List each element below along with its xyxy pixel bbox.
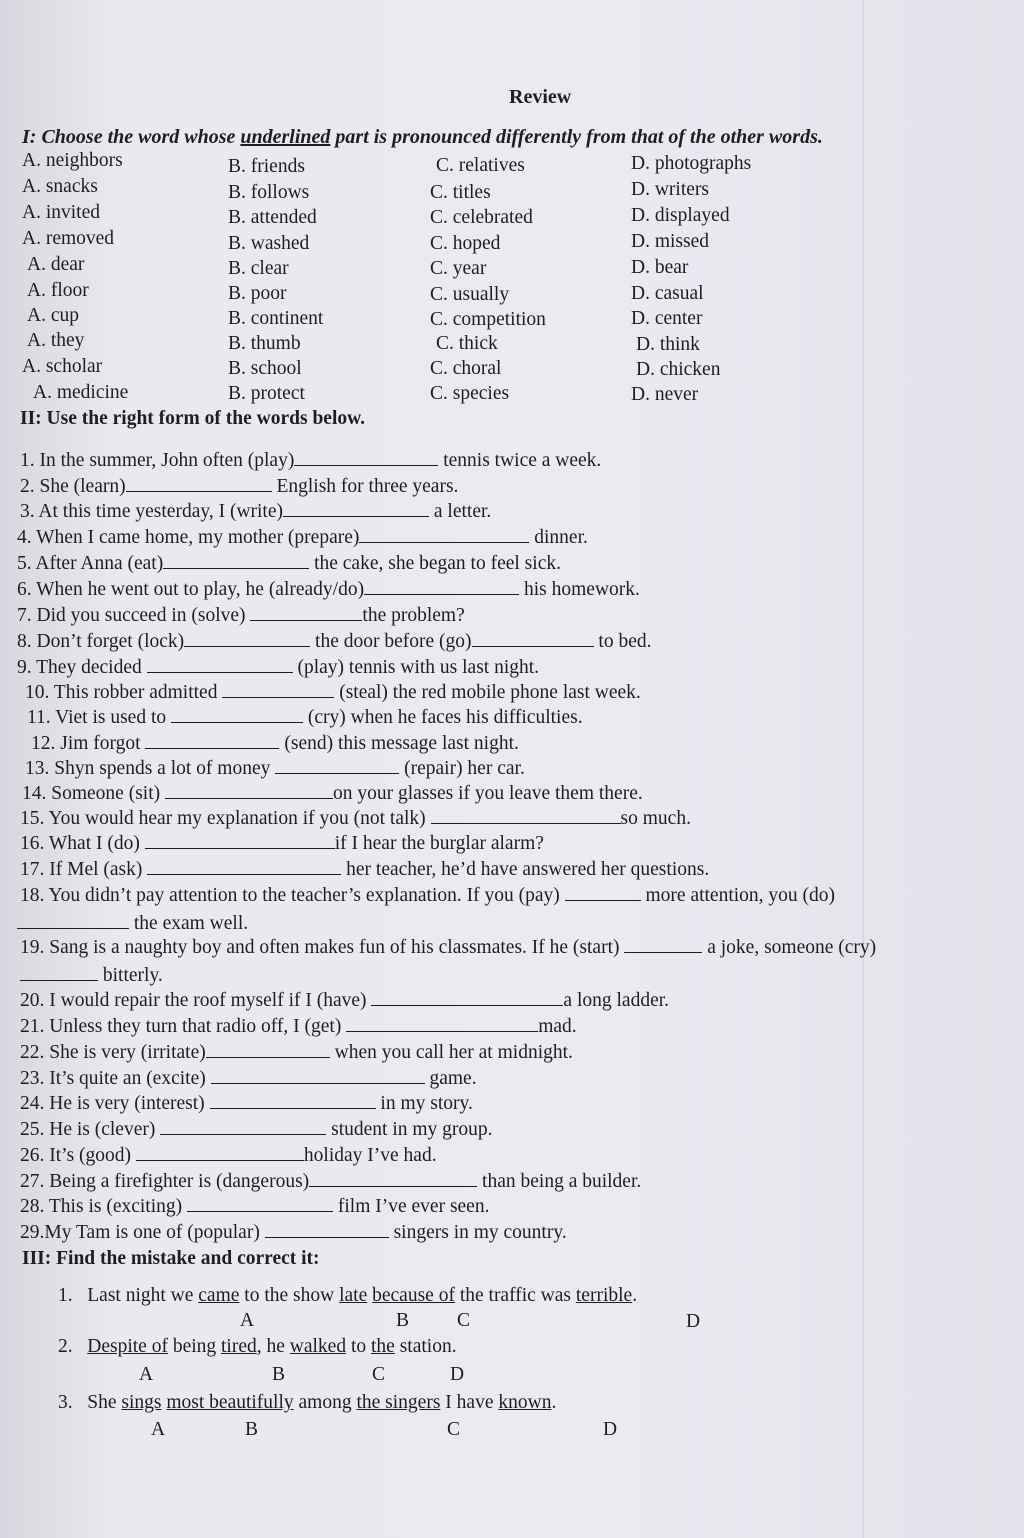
- row8-a: A. they: [27, 330, 85, 351]
- question-25: 25. He is (clever) student in my group.: [20, 1119, 493, 1140]
- answer-blank[interactable]: [359, 527, 529, 543]
- answer-blank[interactable]: [275, 758, 399, 774]
- row9-a: A. scholar: [22, 356, 103, 377]
- answer-blank[interactable]: [136, 1145, 304, 1161]
- row1-c: C. relatives: [436, 155, 525, 176]
- row8-c: C. thick: [436, 333, 498, 354]
- row10-c: C. species: [430, 383, 510, 404]
- mistake-sentence-3: 3. She sings most beautifully among the singers I have known.: [58, 1392, 557, 1413]
- answer-blank[interactable]: [431, 808, 621, 824]
- question-14: 14. Someone (sit) on your glasses if you leave them there.: [22, 783, 643, 804]
- row2-d: D. writers: [631, 179, 709, 200]
- answer-blank[interactable]: [210, 1093, 376, 1109]
- row9-d: D. chicken: [636, 359, 721, 380]
- answer-blank[interactable]: [346, 1016, 538, 1032]
- s3-letter-c: C: [447, 1419, 461, 1440]
- section-1-heading-underlined: underlined: [240, 126, 331, 148]
- answer-blank[interactable]: [250, 605, 362, 621]
- section-1-heading-suffix: part is pronounced differently from that of the other words.: [330, 126, 823, 148]
- row5-d: D. bear: [631, 257, 689, 278]
- row8-b: B. thumb: [228, 333, 301, 354]
- row8-d: D. think: [636, 334, 700, 355]
- row3-d: D. displayed: [631, 205, 730, 226]
- answer-blank[interactable]: [171, 707, 303, 723]
- row3-c: C. celebrated: [430, 207, 533, 228]
- section-1-heading-prefix: I: Choose the word whose: [22, 126, 241, 148]
- question-9: 9. They decided (play) tennis with us last night.: [17, 657, 540, 678]
- row5-a: A. dear: [27, 254, 85, 275]
- row3-b: B. attended: [228, 207, 317, 228]
- section-1-heading: [22, 126, 823, 149]
- question-26: 26. It’s (good) holiday I’ve had.: [20, 1145, 437, 1166]
- question-20: 20. I would repair the roof myself if I (have) a long ladder.: [20, 990, 670, 1011]
- row4-a: A. removed: [22, 228, 115, 249]
- s1-letter-d: D: [686, 1311, 701, 1332]
- question-22: 22. She is very (irritate) when you call her at midnight.: [20, 1042, 573, 1063]
- answer-blank[interactable]: [206, 1042, 330, 1058]
- row6-d: D. casual: [631, 283, 704, 304]
- question-19: 19. Sang is a naughty boy and often makes fun of his classmates. If he (start) a joke, someone (cry): [20, 937, 877, 958]
- answer-blank[interactable]: [147, 859, 341, 875]
- question-3: 3. At this time yesterday, I (write) a letter.: [20, 501, 492, 522]
- question-15: 15. You would hear my explanation if you (not talk) so much.: [20, 808, 691, 829]
- answer-blank[interactable]: [17, 913, 129, 929]
- question-23: 23. It’s quite an (excite) game.: [20, 1068, 477, 1089]
- row1-a: A. neighbors: [22, 150, 123, 171]
- answer-blank[interactable]: [565, 885, 641, 901]
- row10-a: A. medicine: [33, 382, 129, 403]
- question-10: 10. This robber admitted (steal) the red mobile phone last week.: [25, 682, 641, 703]
- s2-letter-a: A: [139, 1364, 154, 1385]
- row3-a: A. invited: [22, 202, 100, 223]
- answer-blank[interactable]: [472, 631, 594, 647]
- question-5: 5. After Anna (eat) the cake, she began to feel sick.: [17, 553, 561, 574]
- question-16: 16. What I (do) if I hear the burglar alarm?: [20, 833, 544, 854]
- row5-b: B. clear: [228, 258, 289, 279]
- answer-blank[interactable]: [147, 657, 293, 673]
- answer-blank[interactable]: [145, 833, 335, 849]
- answer-blank[interactable]: [165, 783, 333, 799]
- row1-d: D. photographs: [631, 153, 752, 174]
- row1-b: B. friends: [228, 156, 305, 177]
- answer-blank[interactable]: [294, 450, 438, 466]
- s2-letter-b: B: [272, 1364, 286, 1385]
- row2-b: B. follows: [228, 182, 310, 203]
- answer-blank[interactable]: [211, 1068, 425, 1084]
- question-29: 29.My Tam is one of (popular) singers in my country.: [20, 1222, 567, 1243]
- s3-letter-d: D: [603, 1419, 618, 1440]
- row10-d: D. never: [631, 384, 699, 405]
- row7-c: C. competition: [430, 309, 546, 330]
- row6-c: C. usually: [430, 284, 510, 305]
- question-18-cont: the exam well.: [17, 913, 248, 935]
- row6-a: A. floor: [27, 280, 89, 301]
- mistake-sentence-1: 1. Last night we came to the show late because of the traffic was terrible.: [58, 1285, 638, 1306]
- question-21: 21. Unless they turn that radio off, I (get) mad.: [20, 1016, 577, 1037]
- s1-letter-b: B: [396, 1310, 410, 1331]
- question-13: 13. Shyn spends a lot of money (repair) her car.: [25, 758, 525, 779]
- question-19-cont: bitterly.: [20, 965, 163, 987]
- row5-c: C. year: [430, 258, 487, 279]
- question-27: 27. Being a firefighter is (dangerous) than being a builder.: [20, 1171, 642, 1192]
- question-17: 17. If Mel (ask) her teacher, he’d have answered her questions.: [20, 859, 710, 880]
- answer-blank[interactable]: [265, 1222, 389, 1238]
- question-1: 1. In the summer, John often (play) tennis twice a week.: [20, 450, 602, 471]
- answer-blank[interactable]: [187, 1196, 333, 1212]
- row6-b: B. poor: [228, 283, 287, 304]
- s2-letter-d: D: [450, 1364, 465, 1385]
- page-title: Review: [509, 86, 572, 108]
- s2-letter-c: C: [372, 1364, 386, 1385]
- question-6: 6. When he went out to play, he (already/do) his homework.: [17, 579, 640, 600]
- answer-blank[interactable]: [145, 733, 279, 749]
- question-28: 28. This is (exciting) film I’ve ever seen.: [20, 1196, 490, 1217]
- row2-c: C. titles: [430, 182, 491, 203]
- s3-letter-a: A: [151, 1419, 166, 1440]
- answer-blank[interactable]: [20, 965, 98, 981]
- answer-blank[interactable]: [160, 1119, 326, 1135]
- row7-d: D. center: [631, 308, 703, 329]
- question-4: 4. When I came home, my mother (prepare) dinner.: [17, 527, 588, 548]
- row7-b: B. continent: [228, 308, 324, 329]
- answer-blank[interactable]: [184, 631, 310, 647]
- s1-letter-c: C: [457, 1310, 471, 1331]
- mistake-sentence-2: 2. Despite of being tired, he walked to the station.: [58, 1336, 457, 1357]
- row7-a: A. cup: [27, 305, 79, 326]
- question-12: 12. Jim forgot (send) this message last night.: [31, 733, 519, 754]
- row4-b: B. washed: [228, 233, 310, 254]
- answer-blank[interactable]: [371, 990, 563, 1006]
- question-24: 24. He is very (interest) in my story.: [20, 1093, 473, 1114]
- row2-a: A. snacks: [22, 176, 98, 197]
- answer-blank[interactable]: [624, 937, 702, 953]
- row10-b: B. protect: [228, 383, 305, 404]
- paper-fold-line: [862, 0, 864, 1538]
- answer-blank[interactable]: [364, 579, 519, 595]
- section-3-heading: III: Find the mistake and correct it:: [22, 1248, 320, 1269]
- row9-c: C. choral: [430, 358, 502, 379]
- s3-letter-b: B: [245, 1419, 259, 1440]
- question-8: 8. Don’t forget (lock) the door before (go) to bed.: [17, 631, 652, 652]
- answer-blank[interactable]: [163, 553, 309, 569]
- answer-blank[interactable]: [126, 476, 272, 492]
- answer-blank[interactable]: [283, 501, 429, 517]
- row9-b: B. school: [228, 358, 302, 379]
- question-7: 7. Did you succeed in (solve) the problem?: [17, 605, 465, 626]
- answer-blank[interactable]: [309, 1171, 477, 1187]
- question-11: 11. Viet is used to (cry) when he faces his difficulties.: [27, 707, 583, 728]
- section-2-heading: II: Use the right form of the words below.: [20, 408, 366, 429]
- row4-d: D. missed: [631, 231, 709, 252]
- s1-letter-a: A: [240, 1310, 255, 1331]
- question-2: 2. She (learn) English for three years.: [20, 476, 459, 497]
- row4-c: C. hoped: [430, 233, 501, 254]
- question-18: 18. You didn’t pay attention to the teacher’s explanation. If you (pay) more attention, you (do): [20, 885, 836, 906]
- answer-blank[interactable]: [222, 682, 334, 698]
